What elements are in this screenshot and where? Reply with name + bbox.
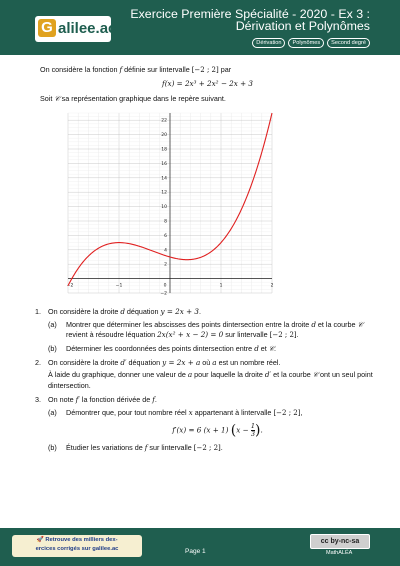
fraction-numerator: 1 [250,421,256,430]
promo-line-2: ercices corrigés sur galilee.ac [35,546,119,552]
fraction-denominator: 3 [250,429,256,438]
q-text: Montrer que déterminer les abscisses des points dintersection entre la droite [66,320,312,330]
q-text: pour laquelle la droite [192,370,265,380]
question-1a [48,320,375,341]
question-list [35,306,375,453]
x-tick-label: 1 [219,283,223,289]
q-text: où [200,358,213,368]
y-tick-label: 10 [161,204,167,210]
intro-text: On considère la fonction [40,65,120,74]
q-text: déquation [124,306,161,316]
y-tick-label: 22 [161,118,167,124]
question-number: 2. [35,358,41,368]
tag-second-degre[interactable]: Second degré [327,38,370,48]
q-text: déquation [126,358,163,368]
sub-label: (b) [48,343,57,353]
intro-text: Soit [40,93,55,103]
q-text: revient à résoudre léquation [66,330,158,340]
tag-derivation[interactable]: Dérivation [252,38,285,48]
formula-end: . [260,425,263,435]
interval: [−2 ; 2] [191,66,219,74]
variable-x: x [188,408,193,418]
derivative-symbol: f′ [75,394,80,404]
title-line-1: Exercice Première Spécialité - 2020 - Ex 3 : [130,7,370,21]
derivative-formula: f′(x) = 6 (x + 1) (x − $\frac{1}{3}$ ). [172,421,263,439]
promo-line-1: 🚀 Retrouve des milliers dex- [36,537,118,543]
intro-text: par [218,65,232,74]
intro-line-1 [40,65,375,75]
formula-left: f′(x) = 6 (x + 1) [172,425,229,435]
question-number: 1. [35,306,41,316]
sub-label: (a) [48,408,57,418]
x-tick-label: 0 [163,283,167,289]
intro-text: sa représentation graphique dans le repère suivant. [59,93,226,103]
q-text: . [198,306,201,316]
page-title [110,8,370,32]
q-text: sur lintervalle [223,330,270,340]
line-d: d [311,320,316,330]
y-tick-label: 4 [164,248,167,254]
q-text: et la courbe [315,320,358,330]
x-tick-label: −2 [66,283,74,289]
header-bar [0,0,400,55]
line-d: d [120,306,125,316]
y-tick-label: 8 [164,219,167,225]
question-number: 3. [35,394,41,404]
q-text: , [300,408,303,418]
x-tick-label: 2 [270,283,274,289]
line-d: d [254,343,259,353]
tag-list [252,38,370,48]
x-tick-label: −1 [115,283,123,289]
line-d-prime: d′ [120,358,127,368]
line-equation: y = 2x + 3 [160,306,199,316]
formula-x: x − [236,425,249,435]
intro-line-2 [40,94,375,104]
mathalea-label: MathALÉA [326,550,353,556]
q-text: . [274,343,277,353]
q-text: sur lintervalle [147,442,194,452]
question-1 [35,306,375,354]
function-symbol: f [119,65,123,74]
tag-polynomes[interactable]: Polynômes [288,38,324,48]
curve-symbol: 𝒞 [54,93,60,103]
y-tick-label: 20 [161,132,167,138]
q-text: Déterminer les coordonnées des points dintersection entre [66,343,255,353]
logo-g-icon: G [38,19,56,37]
page-number: Page 1 [185,548,206,555]
curve-symbol: 𝒞 [312,370,318,380]
interval: [−2 ; 2] [273,409,301,418]
q-text: On note [48,394,76,404]
y-tick-label: −2 [160,291,167,297]
line-equation: y = 2x + a [162,358,201,368]
q-text: appartenant à lintervalle [192,408,274,418]
q-text: est un nombre réel. [216,358,281,368]
q-text: la fonction dérivée de [79,394,153,404]
question-3b [48,443,375,453]
function-graph [40,105,280,303]
curve-symbol: 𝒞 [357,320,363,330]
footer-bar [0,528,400,566]
function-equation: f(x) = 2x³ + 2x² − 2x + 3 [162,79,253,89]
param-a: a [187,370,193,380]
q-text: ont un seul point dintersection. [48,370,373,390]
q-text: Étudier les variations de [66,442,145,452]
y-tick-label: 16 [161,161,167,167]
q-text: Démontrer que, pour tout nombre réel [66,408,189,418]
question-3 [35,394,375,453]
question-3a [48,408,375,437]
intro-text: définie sur lintervalle [122,65,192,74]
exercise-content [35,65,375,453]
question-2 [35,358,375,391]
function-symbol: f [144,442,148,452]
question-1b [48,344,375,354]
interval: [−2 ; 2] [269,331,297,340]
promo-banner[interactable] [12,535,142,557]
y-tick-label: 2 [164,262,167,268]
question-2-body [48,370,375,391]
q-text: et [258,343,269,353]
param-a: a [212,358,217,368]
q-text: . [220,442,223,452]
interval: [−2 ; 2] [193,443,221,452]
sub-label: (b) [48,442,57,452]
curve-symbol: 𝒞 [268,343,275,353]
q-text: et la courbe [271,370,313,380]
title-line-2: Dérivation et Polynômes [235,19,370,33]
q-text: On considère la droite [48,358,121,368]
y-tick-label: 6 [164,233,167,239]
q-text: . [154,394,157,404]
equation: 2x(x² + x − 2) = 0 [157,330,224,340]
galilee-logo[interactable] [35,16,117,42]
logo-text: alilee.ac [58,20,117,37]
q-text: . [296,330,299,340]
line-d-prime: d′ [264,370,272,380]
license-label: cc by-nc-sa [320,538,360,545]
y-tick-label: 14 [161,176,167,182]
sub-label: (a) [48,320,57,330]
y-tick-label: 18 [161,147,167,153]
function-symbol: f [152,394,155,404]
q-text: À laide du graphique, donner une valeur de [48,370,188,380]
cc-license-badge[interactable] [310,534,370,549]
y-tick-label: 12 [161,190,167,196]
q-text: On considère la droite [48,306,121,316]
